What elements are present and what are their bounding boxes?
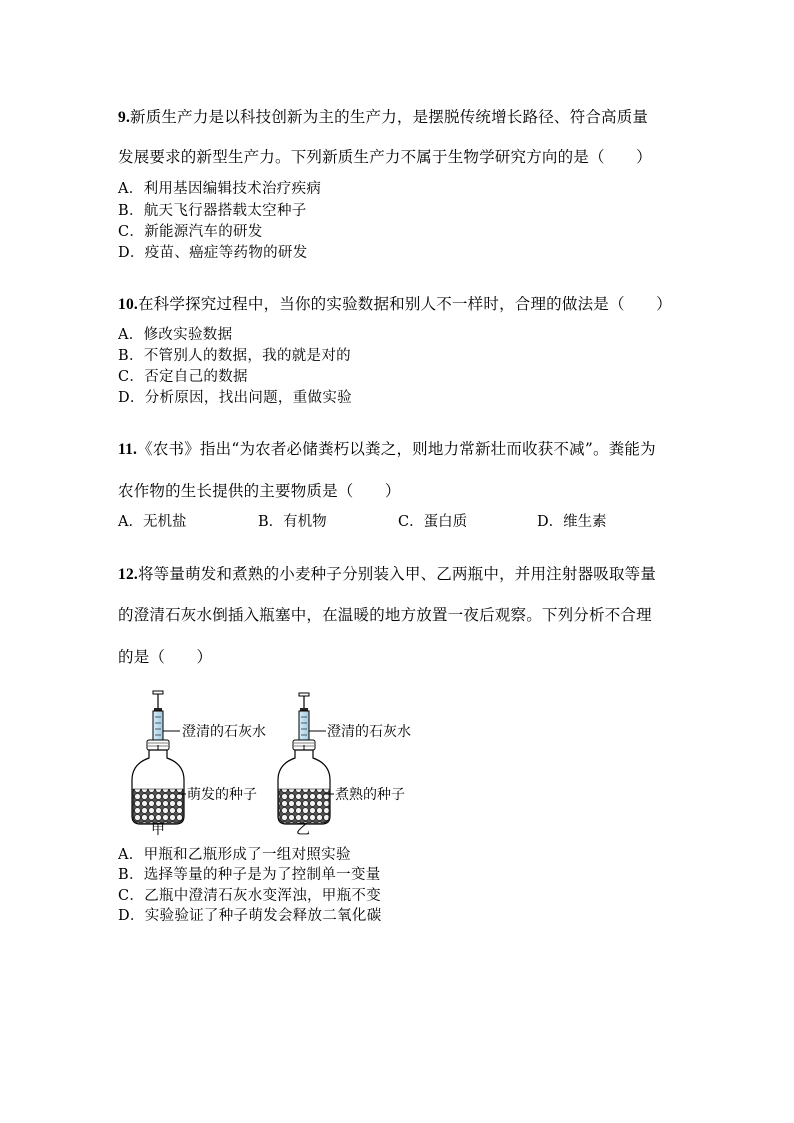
q12-option-a: A．甲瓶和乙瓶形成了一组对照实验 [118,847,351,863]
q9-option-a: A．利用基因编辑技术治疗疾病 [118,181,322,197]
q11-option-c: C．蛋白质 [398,514,468,530]
q10-option-a: A．修改实验数据 [118,327,233,343]
q9-number: 9. [118,109,131,126]
q11-option-b: B．有机物 [258,514,327,530]
q11-stem-line1: 11.《农书》指出“为农者必储粪朽以粪之，则地力常新壮而收获不减”。粪能为 [118,440,656,458]
q11-stem-line2: 农作物的生长提供的主要物质是（ ） [118,482,401,500]
q10-option-d: D．分析原因，找出问题，重做实验 [118,390,352,406]
q9-stem-line2: 发展要求的新型生产力。下列新质生产力不属于生物学研究方向的是（ ） [118,148,652,166]
q9-option-d: D．疫苗、癌症等药物的研发 [118,245,308,261]
q9-option-b: B．航天飞行器搭载太空种子 [118,203,307,219]
seed-experiment-figure [120,688,430,840]
jia-syringe-label: 澄清的石灰水 [182,724,266,740]
q12-stem-line1: 12.将等量萌发和煮熟的小麦种子分别装入甲、乙两瓶中，并用注射器吸取等量 [118,565,657,583]
q12-option-b: B．选择等量的种子是为了控制单一变量 [118,867,381,883]
jia-seed-label: 萌发的种子 [187,787,257,803]
jia-caption: 甲 [151,822,165,838]
q9-stem-line1: 9.新质生产力是以科技创新为主的生产力，是摆脱传统增长路径、符合高质量 [118,108,649,126]
yi-seed-label: 煮熟的种子 [335,787,405,803]
q12-stem-line2: 的澄清石灰水倒插入瓶塞中，在温暖的地方放置一夜后观察。下列分析不合理 [118,606,652,624]
bottle-yi [278,693,411,838]
q10-option-c: C．否定自己的数据 [118,369,248,385]
q11-option-d: D．维生素 [537,514,607,530]
bottle-jia [132,691,266,838]
q10-stem: 10.在科学探究过程中，当你的实验数据和别人不一样时，合理的做法是（ ） [118,295,672,313]
q12-stem-line3: 的是（ ） [118,648,213,666]
q10-option-b: B．不管别人的数据，我的就是对的 [118,348,351,364]
q9-option-c: C．新能源汽车的研发 [118,224,263,240]
q12-option-d: D．实验验证了种子萌发会释放二氧化碳 [118,908,382,924]
q12-number: 12. [118,566,138,583]
yi-caption: 乙 [296,822,310,838]
q10-number: 10. [118,296,138,313]
yi-syringe-label: 澄清的石灰水 [327,724,411,740]
q11-number: 11. [118,441,138,458]
q11-option-a: A．无机盐 [118,514,187,530]
q12-option-c: C．乙瓶中澄清石灰水变浑浊，甲瓶不变 [118,888,381,904]
